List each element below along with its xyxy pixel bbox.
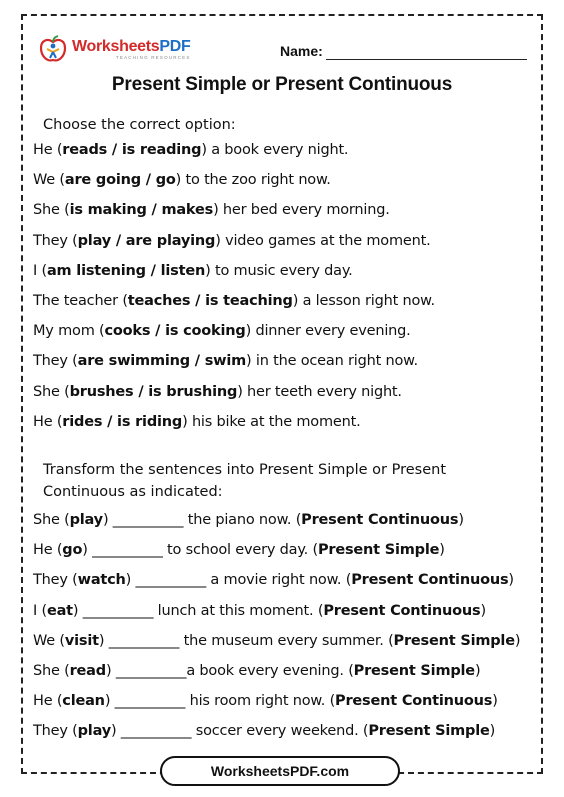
apple-person-icon	[38, 35, 68, 65]
item-text-end: )	[458, 512, 464, 528]
item-text-start: We (	[33, 172, 65, 189]
item-text-start: My mom (	[33, 323, 105, 340]
base-verb: read	[69, 663, 106, 679]
item-text-middle: ) __________ to school every day. (	[82, 542, 318, 559]
item-text-start: We (	[33, 632, 65, 649]
logo-pdf-part: PDF	[159, 38, 191, 56]
item-text-end: ) her bed every morning.	[213, 202, 390, 219]
exercise2-item	[33, 663, 480, 679]
base-verb: visit	[64, 632, 99, 649]
item-text-start: They (	[33, 353, 78, 370]
exercise2-item	[33, 542, 445, 558]
target-tense: Present Continuous	[351, 572, 509, 589]
item-text-end: )	[492, 693, 498, 710]
target-tense: Present Simple	[368, 723, 490, 740]
base-verb: play	[77, 723, 111, 740]
target-tense: Present Continuous	[301, 512, 459, 528]
item-text-end: ) to music every day.	[205, 262, 353, 279]
item-text-start: They (	[33, 572, 78, 589]
logo-tagline: TEACHING RESOURCES	[115, 55, 191, 61]
target-tense: Present Simple	[317, 542, 440, 559]
item-text-end: )	[508, 572, 514, 589]
name-label: Name:	[280, 43, 323, 59]
answer-options: are swimming / swim	[77, 353, 247, 370]
exercise1-item	[33, 202, 390, 218]
item-text-start: I (	[33, 602, 47, 619]
answer-options: are going / go	[64, 172, 176, 189]
item-text-end: ) her teeth every night.	[237, 383, 402, 400]
item-text-end: )	[489, 723, 496, 740]
answer-options: brushes / is brushing	[69, 383, 238, 400]
exercise2-item	[33, 693, 498, 709]
section2-instruction: Transform the sentences into Present Simple or Present Continuous as indicated:	[43, 462, 447, 500]
exercise1-item	[33, 414, 360, 430]
base-verb: clean	[62, 693, 105, 710]
exercise1-item	[33, 142, 348, 158]
name-field[interactable]	[326, 59, 527, 60]
item-text-end: )	[480, 602, 486, 619]
item-text-start: She (	[33, 383, 70, 400]
item-text-start: They (	[33, 232, 78, 249]
exercise2-item	[33, 723, 495, 739]
item-text-middle: ) __________ his room right now. (	[104, 693, 336, 710]
exercise1-item	[33, 384, 402, 400]
item-text-end: ) his bike at the moment.	[182, 413, 361, 430]
exercise1-item	[33, 172, 331, 188]
item-text-end: ) a lesson right now.	[292, 293, 435, 309]
answer-options: reads / is reading	[62, 142, 202, 158]
answer-options: cooks / is cooking	[104, 323, 246, 340]
exercise1-item	[33, 263, 353, 279]
exercise2-item	[33, 603, 486, 619]
page-title: Present Simple or Present Continuous	[111, 74, 453, 95]
answer-options: am listening / listen	[46, 262, 206, 279]
exercise1-item	[33, 323, 411, 339]
base-verb: play	[69, 512, 103, 528]
item-text-middle: ) __________ a movie right now. (	[125, 572, 352, 589]
brand-logo	[38, 35, 191, 65]
item-text-middle: ) __________ the piano now. (	[102, 512, 302, 528]
base-verb: go	[62, 542, 83, 559]
answer-options: rides / is riding	[62, 413, 183, 430]
target-tense: Present Simple	[393, 632, 515, 649]
item-text-start: He (	[33, 693, 63, 710]
item-text-end: )	[514, 632, 521, 649]
item-text-middle: ) __________a book every evening. (	[105, 663, 354, 679]
exercise1-item	[33, 293, 435, 309]
logo-wordmark	[72, 39, 191, 55]
exercise1-item	[33, 233, 431, 249]
item-text-middle: ) __________ the museum every summer. (	[98, 632, 394, 649]
target-tense: Present Simple	[353, 663, 475, 679]
base-verb: watch	[77, 572, 126, 589]
target-tense: Present Continuous	[323, 602, 481, 619]
item-text-start: They (	[33, 723, 78, 740]
answer-options: is making / makes	[69, 202, 214, 219]
item-text-start: She (	[33, 663, 70, 679]
item-text-end: ) a book every night.	[201, 142, 349, 158]
section1-instruction: Choose the correct option:	[43, 117, 236, 133]
item-text-end: )	[474, 663, 481, 679]
item-text-start: He (	[33, 142, 63, 158]
item-text-end: ) to the zoo right now.	[175, 172, 331, 189]
item-text-start: She (	[33, 512, 70, 528]
item-text-end: ) video games at the moment.	[215, 232, 431, 249]
item-text-start: I (	[33, 262, 47, 279]
item-text-start: He (	[33, 542, 63, 559]
item-text-end: ) dinner every evening.	[245, 323, 411, 340]
exercise1-item	[33, 353, 418, 369]
exercise2-item	[33, 633, 520, 649]
logo-brand-part: Worksheets	[72, 38, 160, 56]
item-text-middle: ) __________ lunch at this moment. (	[72, 602, 324, 619]
footer-site-link[interactable]: WorksheetsPDF.com	[160, 756, 400, 786]
base-verb: eat	[46, 602, 73, 619]
item-text-start: He (	[33, 413, 63, 430]
exercise2-item	[33, 572, 514, 588]
exercise2-item	[33, 512, 464, 528]
item-text-middle: ) __________ soccer every weekend. (	[110, 723, 369, 740]
target-tense: Present Continuous	[335, 693, 493, 710]
item-text-end: ) in the ocean right now.	[246, 353, 418, 370]
item-text-start: She (	[33, 202, 70, 219]
answer-options: play / are playing	[77, 232, 216, 249]
answer-options: teaches / is teaching	[127, 293, 293, 309]
item-text-end: )	[439, 542, 445, 559]
item-text-start: The teacher (	[33, 293, 128, 309]
